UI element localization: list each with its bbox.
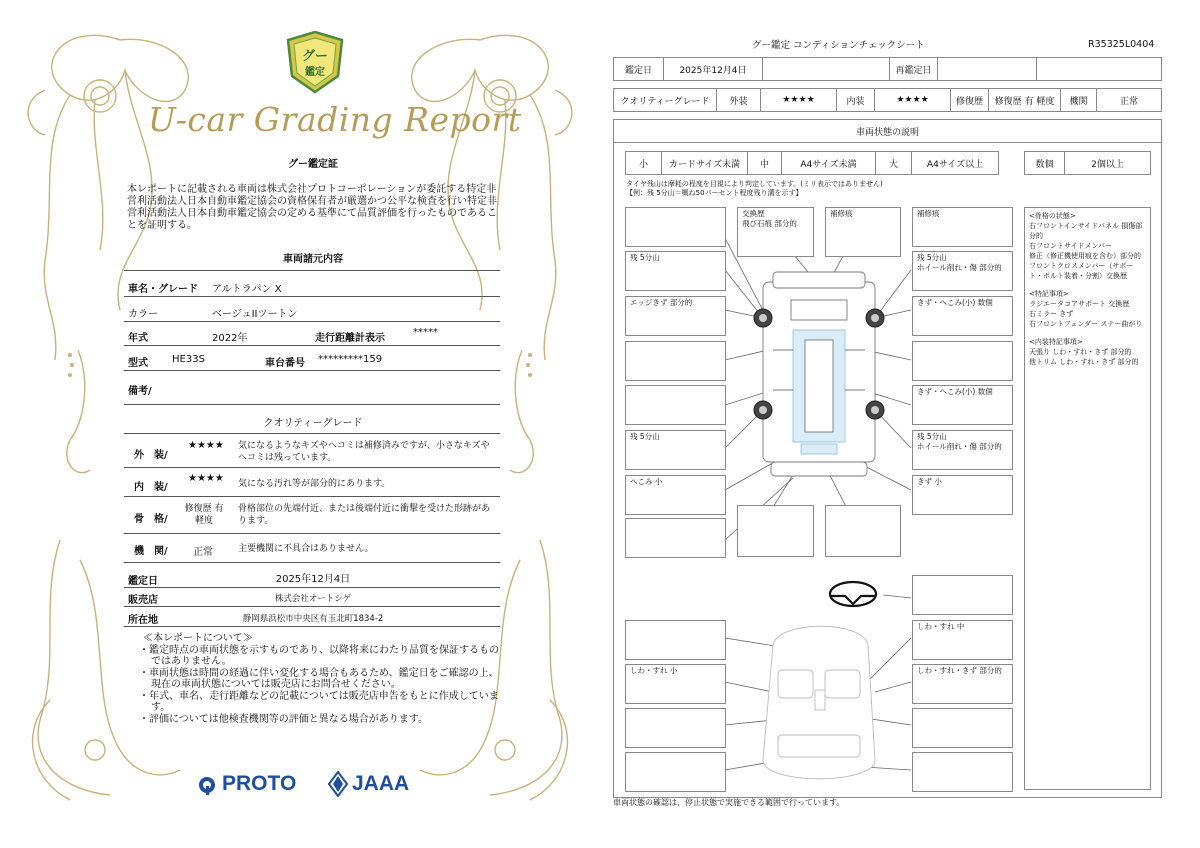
year-label: 年式 <box>128 333 148 344</box>
svg-text:グー: グー <box>301 49 329 64</box>
frame-desc: 骨格部位の先端付近、または後端付近に衝撃を受けた形跡があります。 <box>238 504 491 526</box>
quality-label: クオリティーグレード <box>614 89 717 111</box>
svg-text:鑑定: 鑑定 <box>305 67 325 78</box>
remarks-line: 修正（修正機使用痕を含む）部分的 <box>1029 252 1141 260</box>
remarks-panel <box>1024 207 1151 790</box>
sheet-title: グー鑑定 コンディションチェックシート <box>752 40 925 51</box>
note-item: ・評価については他検査機関等の評価と異なる場合があります。 <box>139 713 428 725</box>
location-value: 静岡県浜松市中央区有玉北町1834-2 <box>242 614 384 624</box>
divider <box>124 345 500 346</box>
annotation-box <box>625 207 726 247</box>
quality-row <box>613 88 1162 112</box>
jaaa-logo: JAAA <box>352 772 410 795</box>
remarks-line: 右ミラー きず <box>1029 310 1074 318</box>
annotation-box-steering <box>912 575 1013 615</box>
annotation-box <box>912 752 1013 792</box>
count-label: 数個 <box>1025 152 1065 174</box>
divider <box>124 370 500 371</box>
frame-grade: 修復歴 有 軽度 <box>184 504 224 526</box>
engine-value: 正常 <box>1119 96 1138 107</box>
remarks-line: <内装特記事項> <box>1029 338 1083 346</box>
annotation-box <box>625 752 726 792</box>
annotation-box-left-6: へこみ 小 <box>625 475 726 515</box>
condition-heading: 車両状態の説明 <box>613 119 1162 143</box>
interior-label: 内 装/ <box>134 482 168 493</box>
divider <box>124 533 500 534</box>
engine-desc: 主要機関に不具合はありません。 <box>238 544 374 554</box>
divider <box>124 321 500 322</box>
annotation-box-right-4: きず・へこみ(小) 数個 <box>912 385 1013 425</box>
appraisal-date-label: 鑑定日 <box>614 58 664 80</box>
annotation-box-int-right-2: しわ・すれ・きず 部分的 <box>912 664 1013 704</box>
date-row <box>613 57 1162 81</box>
annotation-box-front: 交換歴 飛び石痕 部分的 <box>737 207 814 257</box>
note-item: ・鑑定時点の車両状態を示すものであり、以降将来にわたり品質を保証するものではありません。 <box>139 644 499 667</box>
annotation-box-left-3 <box>625 341 726 381</box>
remarks-label: 備考/ <box>128 386 152 397</box>
annotation-box <box>625 708 726 748</box>
divider <box>124 496 500 497</box>
odometer-label: 走行距離計表示 <box>315 333 385 344</box>
spec-heading: 車両諸元内容 <box>283 254 343 265</box>
annotation-box-rear <box>825 505 901 557</box>
annotation-box-left-2: エッジきず 部分的 <box>625 296 726 336</box>
annotation-box-left-1: 残 5分山 <box>625 251 726 291</box>
exterior-label: 外 装/ <box>134 450 168 461</box>
interior-value: ★★★★ <box>875 89 951 111</box>
annotation-box-int-right-1: しわ・すれ 中 <box>912 620 1013 660</box>
remarks-line: ラジエータコアサポート 交換歴 <box>1029 300 1130 308</box>
exterior-label: 外装 <box>717 89 761 111</box>
count-legend <box>1024 151 1151 175</box>
interior-grade: ★★★★ <box>188 473 224 484</box>
tire-note-2: 【例：残 5分山＝概ね50パーセント程度残り溝を示す】 <box>626 189 803 197</box>
divider <box>124 562 500 563</box>
annotation-box-right-5: 残 5分山 ホイール削れ・傷 部分的 <box>912 430 1013 470</box>
repair-value: 修復歴 有 軽度 <box>989 89 1061 111</box>
divider <box>124 296 500 297</box>
remarks-line: <特記事項> <box>1029 290 1069 298</box>
divider <box>124 626 500 627</box>
reappraisal-value <box>938 58 1037 80</box>
interior-label: 内装 <box>837 89 875 111</box>
appraisal-date-label: 鑑定日 <box>128 576 158 587</box>
color-label: カラー <box>128 309 158 320</box>
appraisal-date-value: 2025年12月4日 <box>664 58 763 80</box>
size-medium: 中 <box>748 152 782 174</box>
annotation-box-right-2: きず・へこみ(小) 数個 <box>912 296 1013 336</box>
model-label: 型式 <box>128 358 148 369</box>
report-notes <box>139 633 499 725</box>
annotation-box-left-5: 残 5分山 <box>625 430 726 470</box>
divider <box>124 467 500 468</box>
proto-logo-icon <box>198 774 218 796</box>
reappraisal-label: 再鑑定日 <box>890 58 938 80</box>
chassis-label: 車台番号 <box>265 358 305 369</box>
goo-appraisal-badge-icon <box>286 30 344 94</box>
remarks-line: <骨格の状態> <box>1029 212 1076 220</box>
certificate-heading: グー鑑定証 <box>288 159 338 170</box>
size-large: 大 <box>876 152 912 174</box>
report-title: U-car Grading Report <box>148 100 522 139</box>
year-value: 2022年 <box>212 333 248 344</box>
exterior-desc: 気になるようなキズやヘコミは補修済みですが、小さなキズやヘコミは残っています。 <box>238 441 490 463</box>
jaaa-logo-icon <box>328 771 348 797</box>
certificate-intro: 本レポートに記載される車両は株式会社プロトコーポレーションが委託する特定非営利活動法人日本自動車鑑定協会の資格保有者が厳選かつ公平な検査を行い特定非営利活動法人日本自動車鑑定協会の定める基準にて品質評価を行ったものであることを証明する。 <box>127 184 497 231</box>
annotation-box <box>625 518 726 558</box>
count-desc: 2個以上 <box>1091 159 1124 170</box>
annotation-box <box>912 708 1013 748</box>
annotation-box-int-left-1: しわ・すれ 小 <box>625 664 726 704</box>
annotation-box-left-4 <box>625 385 726 425</box>
repair-label: 修復歴 <box>951 89 989 111</box>
annotation-box-right-3 <box>912 341 1013 381</box>
model-value: HE33S <box>172 354 205 365</box>
odometer-value: ***** <box>413 327 438 338</box>
size-legend <box>625 151 999 175</box>
annotation-box-int-left <box>625 620 726 660</box>
divider <box>124 433 500 434</box>
note-item: ・年式、車名、走行距離などの記載については販売店申告をもとに作成しています。 <box>139 690 499 713</box>
divider <box>124 606 500 607</box>
location-label: 所在地 <box>128 615 158 626</box>
footer-note: 車両状態の確認は、停止状態で実施できる範囲で行っています。 <box>613 798 845 807</box>
divider <box>124 404 500 405</box>
engine-label: 機 関/ <box>134 546 168 557</box>
remarks-line: 右フロントフェンダー ステー曲がり <box>1029 320 1143 328</box>
car-name-value: アルトラパン X <box>212 284 282 295</box>
size-large-desc: A4サイズ以上 <box>926 159 984 170</box>
annotation-box-right-6: きず 小 <box>912 475 1013 515</box>
remarks-line: 天張り しわ・すれ・きず 部分的 <box>1029 348 1132 356</box>
engine-grade: 正常 <box>193 547 213 558</box>
interior-desc: 気になる汚れ等が部分的にあります。 <box>238 479 391 489</box>
exterior-value: ★★★★ <box>761 89 837 111</box>
size-small: 小 <box>626 152 662 174</box>
doc-id: R35325L0404 <box>1088 39 1155 50</box>
divider <box>124 270 500 271</box>
dealer-label: 販売店 <box>128 595 158 606</box>
blank-cell <box>763 58 890 80</box>
annotation-box-hood: 補修痕 <box>825 207 901 257</box>
frame-label: 骨 格/ <box>134 514 168 525</box>
remarks-line: 右フロントサイドメンバー <box>1029 242 1112 250</box>
engine-label: 機関 <box>1061 89 1097 111</box>
exterior-grade: ★★★★ <box>188 440 224 451</box>
dealer-value: 株式会社オートシゲ <box>274 594 352 604</box>
annotation-box-rear <box>737 505 814 557</box>
annotation-box-right-1: 残 5分山 ホイール削れ・傷 部分的 <box>912 251 1013 291</box>
size-small-desc: カードサイズ未満 <box>662 152 748 174</box>
size-medium-desc: A4サイズ未満 <box>782 152 876 174</box>
car-name-label: 車名・グレード <box>128 284 198 295</box>
color-value: ベージュIIツートン <box>212 309 298 320</box>
notes-heading: ≪本レポートについて≫ <box>143 633 253 644</box>
divider <box>124 587 500 588</box>
quality-heading: クオリティーグレード <box>263 418 363 429</box>
remarks-line: フロントクロスメンバー（サポート・ボルト装着・分割）交換歴 <box>1029 262 1134 280</box>
proto-logo: PROTO <box>222 772 297 795</box>
chassis-value: *********159 <box>318 354 383 365</box>
remarks-line: 右フロントインサイドパネル 損傷部分的 <box>1029 222 1143 240</box>
remarks-line: 他トリム しわ・すれ・きず 部分的 <box>1029 358 1139 366</box>
annotation-box-front-right: 補修痕 <box>912 207 1013 247</box>
tire-note-1: タイヤ残山は摩耗の程度を目視により判定しています。(ミリ表示ではありません) <box>626 180 883 188</box>
appraisal-date-value: 2025年12月4日 <box>275 574 351 585</box>
note-item: ・車両状態は時間の経過に伴い変化する場合もあるため、鑑定日をご確認の上、現在の車両状態については販売店にお問合せください。 <box>139 667 499 690</box>
